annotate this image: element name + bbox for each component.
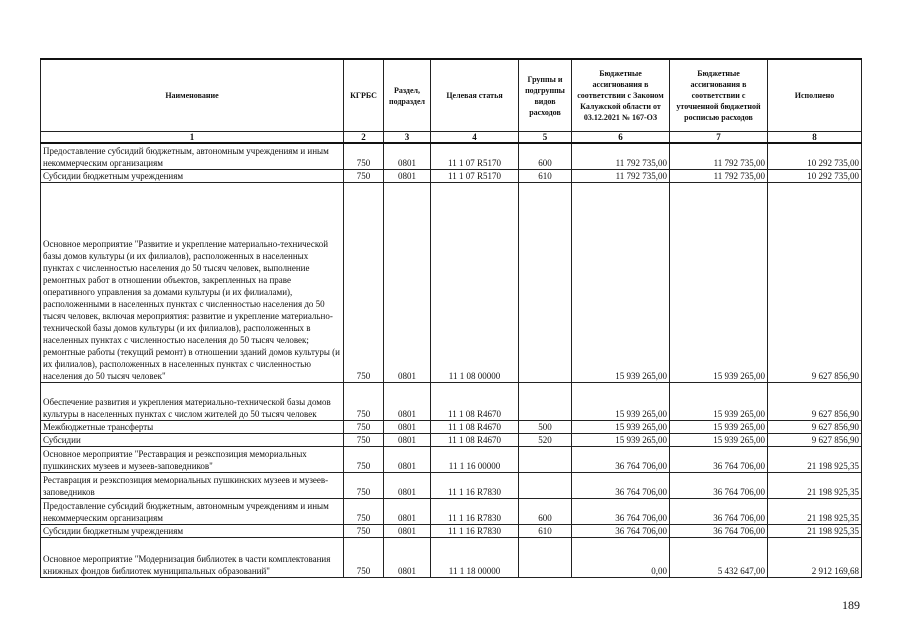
cell-executed: 10 292 735,00 bbox=[768, 169, 862, 182]
cell-revised-allocation: 36 764 706,00 bbox=[670, 524, 768, 537]
cell-revised-allocation: 15 939 265,00 bbox=[670, 382, 768, 420]
cell-target-article: 11 1 16 R7830 bbox=[431, 524, 519, 537]
cell-kgrbs: 750 bbox=[344, 498, 384, 524]
col-number: 2 bbox=[344, 132, 384, 144]
cell-law-allocation: 11 792 735,00 bbox=[572, 169, 670, 182]
cell-executed: 2 912 169,68 bbox=[768, 537, 862, 577]
cell-name: Обеспечение развития и укрепления материально-технической базы домов культуры в населенных пунктах с числом жителей до 50 тысяч человек bbox=[41, 382, 344, 420]
cell-razdel: 0801 bbox=[384, 143, 431, 169]
cell-revised-allocation: 36 764 706,00 bbox=[670, 446, 768, 472]
col-header-zakon: Бюджетные ассигнования в соответствии с Законом Калужской области от 03.12.2021 № 167-ОЗ bbox=[572, 59, 670, 132]
cell-kgrbs: 750 bbox=[344, 382, 384, 420]
cell-razdel: 0801 bbox=[384, 446, 431, 472]
col-number: 3 bbox=[384, 132, 431, 144]
cell-name: Предоставление субсидий бюджетным, автономным учреждениям и иным некоммерческим организациям bbox=[41, 498, 344, 524]
cell-kgrbs: 750 bbox=[344, 472, 384, 498]
cell-razdel: 0801 bbox=[384, 433, 431, 446]
table-row bbox=[41, 420, 862, 433]
cell-target-article: 11 1 08 R4670 bbox=[431, 382, 519, 420]
cell-law-allocation: 15 939 265,00 bbox=[572, 433, 670, 446]
cell-executed: 10 292 735,00 bbox=[768, 143, 862, 169]
cell-kgrbs: 750 bbox=[344, 420, 384, 433]
col-header-kgrbs: КГРБС bbox=[344, 59, 384, 132]
col-header-vid: Группы и подгруппы видов расходов bbox=[519, 59, 572, 132]
cell-executed: 21 198 925,35 bbox=[768, 498, 862, 524]
cell-name: Субсидии бюджетным учреждениям bbox=[41, 169, 344, 182]
cell-razdel: 0801 bbox=[384, 537, 431, 577]
cell-name: Реставрация и реэкспозиция мемориальных пушкинских музеев и музеев-заповедников bbox=[41, 472, 344, 498]
cell-target-article: 11 1 08 R4670 bbox=[431, 420, 519, 433]
cell-razdel: 0801 bbox=[384, 472, 431, 498]
cell-law-allocation: 36 764 706,00 bbox=[572, 524, 670, 537]
cell-revised-allocation: 11 792 735,00 bbox=[670, 143, 768, 169]
cell-revised-allocation: 5 432 647,00 bbox=[670, 537, 768, 577]
cell-executed: 21 198 925,35 bbox=[768, 524, 862, 537]
cell-revised-allocation: 15 939 265,00 bbox=[670, 182, 768, 382]
cell-revised-allocation: 15 939 265,00 bbox=[670, 433, 768, 446]
cell-kgrbs: 750 bbox=[344, 433, 384, 446]
cell-expense-type: 600 bbox=[519, 143, 572, 169]
cell-executed: 9 627 856,90 bbox=[768, 382, 862, 420]
cell-name: Межбюджетные трансферты bbox=[41, 420, 344, 433]
cell-target-article: 11 1 08 R4670 bbox=[431, 433, 519, 446]
cell-executed: 9 627 856,90 bbox=[768, 182, 862, 382]
col-number: 5 bbox=[519, 132, 572, 144]
cell-executed: 21 198 925,35 bbox=[768, 472, 862, 498]
cell-law-allocation: 11 792 735,00 bbox=[572, 143, 670, 169]
cell-expense-type bbox=[519, 446, 572, 472]
col-number: 6 bbox=[572, 132, 670, 144]
cell-revised-allocation: 36 764 706,00 bbox=[670, 472, 768, 498]
cell-kgrbs: 750 bbox=[344, 524, 384, 537]
table-row bbox=[41, 498, 862, 524]
col-header-ispolneno: Исполнено bbox=[768, 59, 862, 132]
table-row bbox=[41, 537, 862, 577]
cell-target-article: 11 1 07 R5170 bbox=[431, 143, 519, 169]
col-number: 1 bbox=[41, 132, 344, 144]
cell-kgrbs: 750 bbox=[344, 169, 384, 182]
col-header-name: Наименование bbox=[41, 59, 344, 132]
table-row bbox=[41, 472, 862, 498]
cell-expense-type: 610 bbox=[519, 169, 572, 182]
cell-expense-type bbox=[519, 382, 572, 420]
col-number: 4 bbox=[431, 132, 519, 144]
cell-razdel: 0801 bbox=[384, 182, 431, 382]
table-row bbox=[41, 382, 862, 420]
cell-razdel: 0801 bbox=[384, 498, 431, 524]
cell-expense-type bbox=[519, 472, 572, 498]
cell-law-allocation: 0,00 bbox=[572, 537, 670, 577]
cell-expense-type: 610 bbox=[519, 524, 572, 537]
cell-name: Основное мероприятие "Модернизация библиотек в части комплектования книжных фондов библиотек муниципальных образований" bbox=[41, 537, 344, 577]
column-number-row bbox=[41, 132, 862, 144]
cell-law-allocation: 36 764 706,00 bbox=[572, 472, 670, 498]
col-number: 8 bbox=[768, 132, 862, 144]
cell-executed: 9 627 856,90 bbox=[768, 433, 862, 446]
col-number: 7 bbox=[670, 132, 768, 144]
cell-revised-allocation: 11 792 735,00 bbox=[670, 169, 768, 182]
table-row bbox=[41, 446, 862, 472]
table-row bbox=[41, 143, 862, 169]
cell-name: Субсидии бюджетным учреждениям bbox=[41, 524, 344, 537]
table-row bbox=[41, 182, 862, 382]
col-header-razdel: Раздел, подраздел bbox=[384, 59, 431, 132]
cell-revised-allocation: 36 764 706,00 bbox=[670, 498, 768, 524]
cell-expense-type bbox=[519, 537, 572, 577]
cell-kgrbs: 750 bbox=[344, 182, 384, 382]
cell-kgrbs: 750 bbox=[344, 446, 384, 472]
cell-law-allocation: 36 764 706,00 bbox=[572, 498, 670, 524]
cell-name: Основное мероприятие "Развитие и укрепление материально-технической базы домов культуры (и их филиалов), расположенных в населенных пунктах с численностью населения до 50 тысяч человек, выполнение ремонтных работ в отношении объектов, закрепленных на праве оперативного управления за домами культуры (и их филиалами), расположенными в населенных пунктах с численностью населения до 50 тысяч человек, включая мероприятия: развитие и укрепление материально-технической базы домов культуры (и их филиалов), расположенных в населенных пунктах с численностью населения до 50 тысяч человек; ремонтные работы (текущий ремонт) в отношении зданий домов культуры (и их филиалов), расположенных в населенных пунктах с численностью населения до 50 тысяч человек" bbox=[41, 182, 344, 382]
cell-law-allocation: 15 939 265,00 bbox=[572, 182, 670, 382]
cell-target-article: 11 1 07 R5170 bbox=[431, 169, 519, 182]
col-header-rospis: Бюджетные ассигнования в соответствии с уточненной бюджетной росписью расходов bbox=[670, 59, 768, 132]
cell-expense-type: 500 bbox=[519, 420, 572, 433]
cell-target-article: 11 1 08 00000 bbox=[431, 182, 519, 382]
table-row bbox=[41, 433, 862, 446]
cell-expense-type: 520 bbox=[519, 433, 572, 446]
page-number: 189 bbox=[842, 598, 860, 612]
header-row bbox=[41, 59, 862, 132]
cell-law-allocation: 36 764 706,00 bbox=[572, 446, 670, 472]
cell-law-allocation: 15 939 265,00 bbox=[572, 382, 670, 420]
cell-razdel: 0801 bbox=[384, 169, 431, 182]
budget-table bbox=[40, 58, 862, 578]
cell-executed: 9 627 856,90 bbox=[768, 420, 862, 433]
cell-razdel: 0801 bbox=[384, 420, 431, 433]
cell-target-article: 11 1 16 00000 bbox=[431, 446, 519, 472]
cell-razdel: 0801 bbox=[384, 382, 431, 420]
cell-name: Основное мероприятие "Реставрация и реэкспозиция мемориальных пушкинских музеев и музеев-заповедников" bbox=[41, 446, 344, 472]
cell-kgrbs: 750 bbox=[344, 537, 384, 577]
cell-target-article: 11 1 16 R7830 bbox=[431, 498, 519, 524]
cell-target-article: 11 1 18 00000 bbox=[431, 537, 519, 577]
cell-expense-type bbox=[519, 182, 572, 382]
table-row bbox=[41, 524, 862, 537]
cell-revised-allocation: 15 939 265,00 bbox=[670, 420, 768, 433]
cell-expense-type: 600 bbox=[519, 498, 572, 524]
col-header-statya: Целевая статья bbox=[431, 59, 519, 132]
cell-target-article: 11 1 16 R7830 bbox=[431, 472, 519, 498]
cell-kgrbs: 750 bbox=[344, 143, 384, 169]
table-row bbox=[41, 169, 862, 182]
cell-name: Предоставление субсидий бюджетным, автономным учреждениям и иным некоммерческим организациям bbox=[41, 143, 344, 169]
cell-razdel: 0801 bbox=[384, 524, 431, 537]
cell-name: Субсидии bbox=[41, 433, 344, 446]
cell-law-allocation: 15 939 265,00 bbox=[572, 420, 670, 433]
cell-executed: 21 198 925,35 bbox=[768, 446, 862, 472]
